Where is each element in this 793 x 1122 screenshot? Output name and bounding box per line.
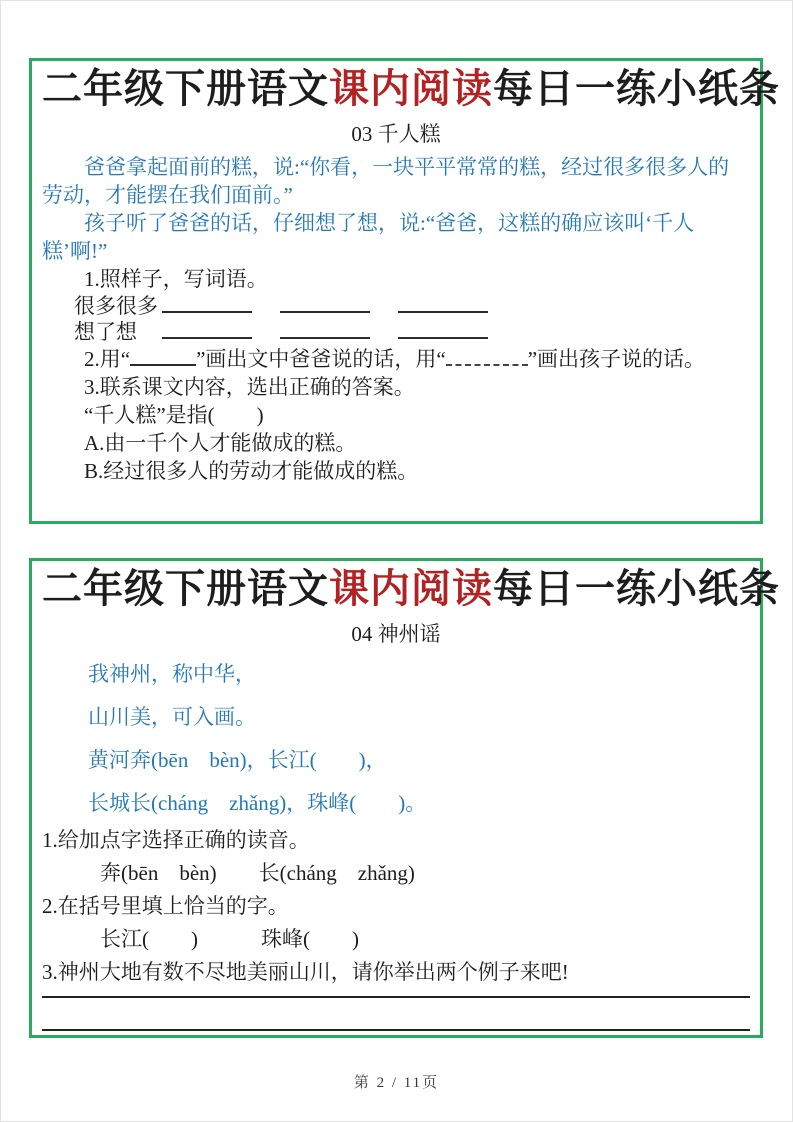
pinyin-options: 奔(bēn bèn) 长(cháng zhǎng) xyxy=(100,861,415,885)
blank-line xyxy=(162,319,252,339)
blank-line xyxy=(398,319,488,339)
card-title xyxy=(42,565,780,613)
question-2-text xyxy=(42,345,750,373)
word-example-row xyxy=(74,319,750,345)
blank-line xyxy=(398,293,488,313)
open-question-label: 3.神州大地有数不尽地美丽山川，请你举出两个例子来吧! xyxy=(42,960,569,984)
solid-underline-blank xyxy=(130,348,196,366)
fill-blank-question-label: 2.在括号里填上恰当的字。 xyxy=(42,894,289,918)
poem-line: 我神州，称中华， xyxy=(88,662,256,686)
poem-line: 长城长(cháng zhǎng)，珠峰( )。 xyxy=(88,791,427,815)
title-highlight: 课内阅读 xyxy=(329,566,493,611)
question-2-part3: ”画出孩子说的话。 xyxy=(527,347,706,371)
question-2-part1: 2.用“ xyxy=(84,347,131,371)
option-a: A.由一千个人才能做成的糕。 xyxy=(84,431,357,455)
dashed-underline-blank xyxy=(446,352,528,366)
poem-line: 山川美，可入画。 xyxy=(88,705,256,729)
question-1-label: 1.照样子，写词语。 xyxy=(84,267,268,291)
word-example-row xyxy=(74,293,750,319)
title-segment-left: 二年级下册语文 xyxy=(42,566,329,611)
title-segment-right: 每日一练小纸条 xyxy=(493,566,780,611)
blank-line xyxy=(280,293,370,313)
question-3-stem: “千人糕”是指( ) xyxy=(84,403,264,427)
pinyin-question-label: 1.给加点字选择正确的读音。 xyxy=(42,828,310,852)
option-b: B.经过很多人的劳动才能做成的糕。 xyxy=(84,459,419,483)
answer-line xyxy=(42,996,750,998)
reading-passage xyxy=(42,153,750,265)
worksheet-card-1 xyxy=(29,58,780,524)
passage-paragraph: 爸爸拿起面前的糕，说:“你看，一块平平常常的糕，经过很多很多人的劳动，才能摆在我们面前。” xyxy=(42,155,730,207)
blank-line xyxy=(280,319,370,339)
question-2-part2: ”画出文中爸爸说的话，用“ xyxy=(196,347,446,371)
poem-text xyxy=(42,653,750,825)
question-3-label: 3.联系课文内容，选出正确的答案。 xyxy=(84,375,415,399)
card-title xyxy=(42,65,780,113)
passage-paragraph: 孩子听了爸爸的话，仔细想了想，说:“爸爸，这糕的确应该叫‘千人糕’啊!” xyxy=(42,211,695,263)
title-segment-right: 每日一练小纸条 xyxy=(493,66,780,111)
blank-line xyxy=(162,293,252,313)
worksheet-card-2 xyxy=(29,558,780,1038)
fill-blank-options: 长江( ) 珠峰( ) xyxy=(100,927,359,951)
word-example-label: 很多很多 xyxy=(74,294,158,318)
poem-line: 黄河奔(bēn bèn)，长江( )， xyxy=(88,748,387,772)
answer-line xyxy=(42,1029,750,1031)
lesson-subtitle: 03 千人糕 xyxy=(351,122,441,146)
page-footer: 第 2 / 11页 xyxy=(353,1075,440,1091)
title-highlight: 课内阅读 xyxy=(329,66,493,111)
word-example-label: 想了想 xyxy=(74,320,137,344)
lesson-subtitle: 04 神州谣 xyxy=(351,622,441,646)
title-segment-left: 二年级下册语文 xyxy=(42,66,329,111)
